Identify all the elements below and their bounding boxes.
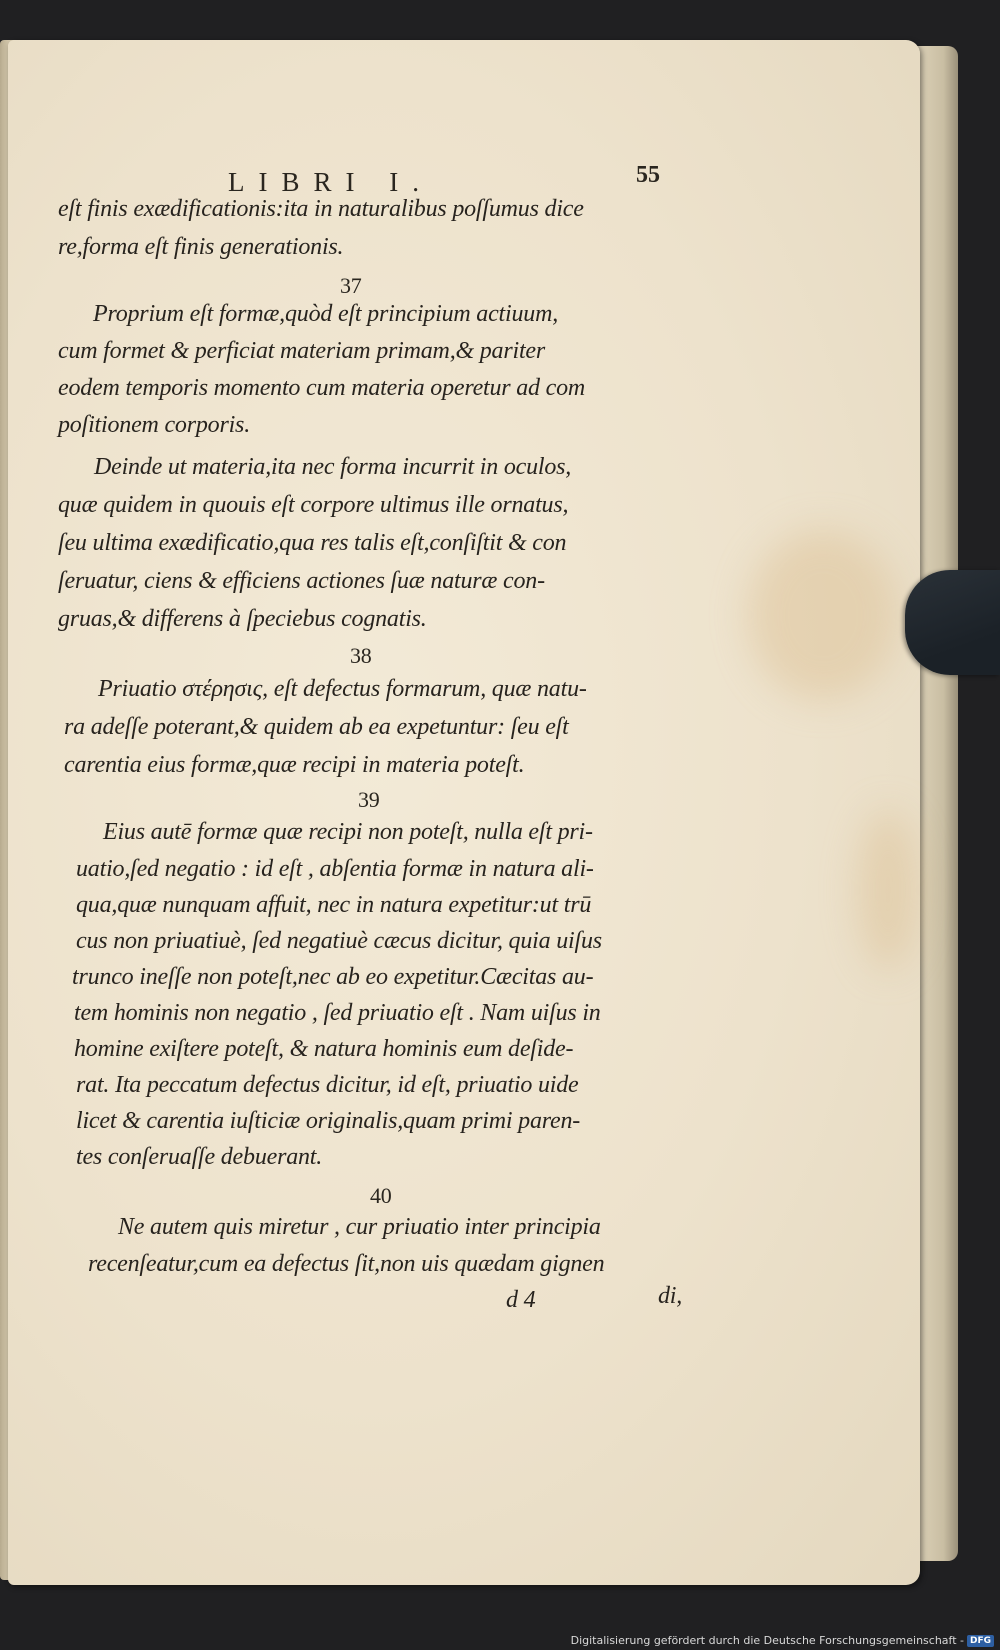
section-number: 38: [350, 643, 372, 668]
text-line: Proprium eſt formæ,quòd eſt principium actiuum,: [93, 301, 559, 327]
text-line: ſeruatur, ciens & efficiens actiones ſuæ naturæ con-: [58, 568, 545, 594]
text-line: recenſeatur,cum ea defectus ſit,non uis quædam gignen: [88, 1251, 605, 1277]
text-line: eſt finis exædificationis:ita in naturalibus poſſumus dice: [58, 196, 584, 222]
catchword: di,: [658, 1283, 683, 1309]
text-line: tem hominis non negatio , ſed priuatio eſt . Nam uiſus in: [74, 1000, 601, 1026]
page-stain: [858, 810, 918, 970]
text-line: trunco ineſſe non poteſt,nec ab eo expetitur.Cæcitas au-: [72, 964, 594, 990]
folio-number: 55: [636, 162, 660, 188]
text-line: eodem temporis momento cum materia operetur ad com: [58, 375, 586, 401]
page-stain: [748, 530, 898, 700]
text-line: Deinde ut materia,ita nec forma incurrit in oculos,: [94, 454, 572, 480]
section-number: 40: [370, 1183, 392, 1208]
text-line: licet & carentia iuſticiæ originalis,quam primi paren-: [76, 1108, 581, 1134]
bookmark-tab: [905, 570, 1000, 675]
text-line: cum formet & perficiat materiam primam,& pariter: [58, 338, 546, 364]
text-line: Ne autem quis miretur , cur priuatio inter principia: [118, 1214, 601, 1240]
text-line: ra adeſſe poterant,& quidem ab ea expetuntur: ſeu eſt: [64, 714, 569, 740]
text-line: rat. Ita peccatum defectus dicitur, id eſt, priuatio uide: [76, 1072, 579, 1098]
section-number: 39: [358, 787, 380, 812]
text-line: quæ quidem in quouis eſt corpore ultimus ille ornatus,: [58, 492, 569, 518]
text-line: re,forma eſt finis generationis.: [58, 234, 344, 260]
text-line: uatio,ſed negatio : id eſt , abſentia formæ in natura ali-: [76, 856, 594, 882]
section-number: 37: [340, 273, 362, 298]
text-line: qua,quæ nunquam affuit, nec in natura expetitur:ut trū: [76, 892, 592, 918]
book-page: [8, 40, 920, 1585]
text-line: cus non priuatiuè, ſed negatiuè cæcus dicitur, quia uiſus: [76, 928, 602, 954]
text-line: Priuatio στέρησις, eſt defectus formarum, quæ natu-: [98, 676, 587, 702]
dfg-logo: DFG: [967, 1635, 994, 1647]
text-line: Eius autē formæ quæ recipi non poteſt, nulla eſt pri-: [103, 819, 593, 845]
text-line: ſeu ultima exædificatio,qua res talis eſt,conſiſtit & con: [58, 530, 567, 556]
text-line: tes conſeruaſſe debuerant.: [76, 1144, 323, 1170]
text-line: gruas,& differens à ſpeciebus cognatis.: [58, 606, 427, 632]
digitization-credit: [571, 1634, 994, 1647]
text-line: homine exiſtere poteſt, & natura hominis eum deſide-: [74, 1036, 574, 1062]
text-line: carentia eius formæ,quæ recipi in materia poteſt.: [64, 752, 525, 778]
signature-mark: d 4: [506, 1287, 536, 1313]
credit-text: Digitalisierung gefördert durch die Deutsche Forschungsgemeinschaft -: [570, 1634, 964, 1647]
running-head: LIBRI I.: [228, 167, 433, 197]
text-line: poſitionem corporis.: [58, 412, 250, 438]
